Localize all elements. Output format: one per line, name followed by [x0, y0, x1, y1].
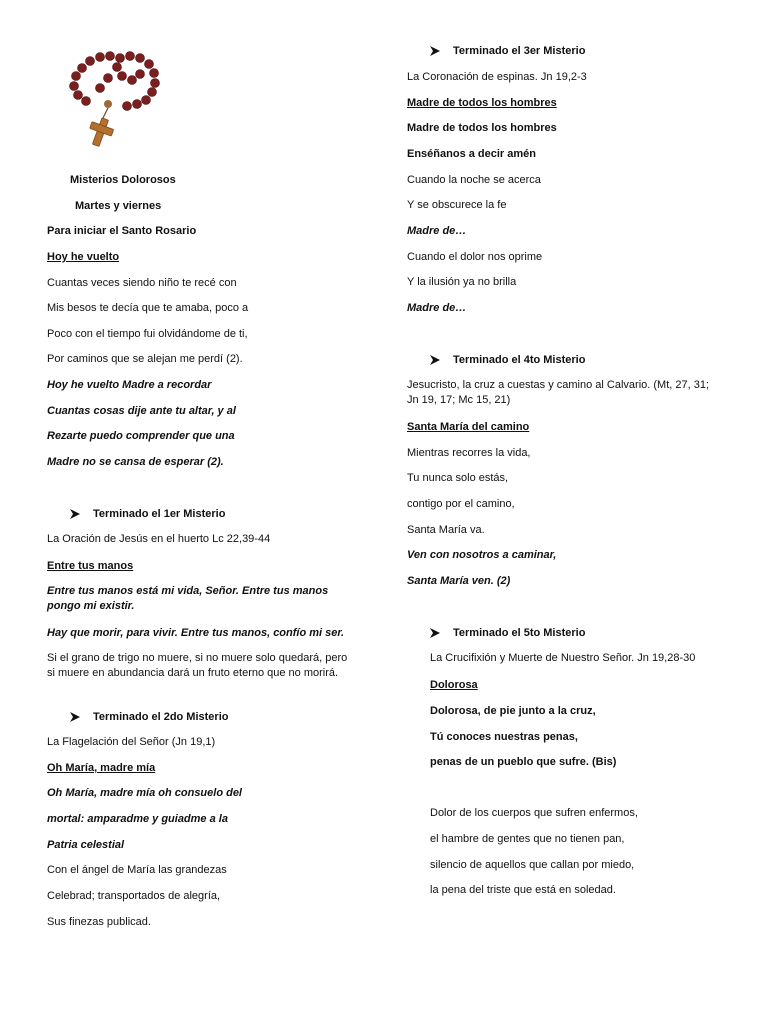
mystery2-verse: Oh María, madre mía oh consuelo del — [47, 787, 242, 799]
mystery5-verse: Dolorosa, de pie junto a la cruz, — [430, 705, 596, 717]
mystery2-title: Terminado el 2do Misterio — [93, 711, 229, 723]
mystery1-reading: La Oración de Jesús en el huerto Lc 22,39-44 — [47, 533, 271, 545]
mystery5-reading: La Crucifixión y Muerte de Nuestro Señor. Jn 19,28-30 — [430, 652, 696, 664]
mystery2-verse: Patria celestial — [47, 839, 125, 851]
mystery2-line: Sus finezas publicad. — [47, 916, 151, 928]
song1-line: Mis besos te decía que te amaba, poco a — [47, 302, 249, 314]
mystery3-verse: Enséñanos a decir amén — [407, 148, 536, 160]
mystery4-line: contigo por el camino, — [407, 498, 515, 510]
song1-line: Por caminos que se alejan me perdí (2). — [47, 353, 243, 365]
rosary-icon — [62, 44, 166, 148]
song1-chorus: Rezarte puedo comprender que una — [47, 430, 235, 442]
song1-chorus: Cuantas cosas dije ante tu altar, y al — [47, 405, 236, 417]
mystery5-title: Terminado el 5to Misterio — [453, 627, 586, 639]
mystery2-reading: La Flagelación del Señor (Jn 19,1) — [47, 736, 216, 748]
mystery4-chorus: Ven con nosotros a caminar, — [407, 549, 557, 561]
mystery1-verse: Hay que morir, para vivir. Entre tus manos, confío mi ser. — [47, 627, 345, 639]
mystery2-verse: mortal: amparadme y guiadme a la — [47, 813, 228, 825]
mystery4-line: Santa María va. — [407, 524, 485, 536]
mystery5-song-heading: Dolorosa — [430, 679, 478, 691]
mystery5-line: la pena del triste que está en soledad. — [430, 884, 616, 896]
mystery2-song-heading: Oh María, madre mía — [47, 762, 156, 774]
song1-chorus: Madre no se cansa de esperar (2). — [47, 456, 224, 468]
arrow-bullet-icon — [430, 46, 440, 56]
mystery3-line: Cuando el dolor nos oprime — [407, 251, 543, 263]
mystery1-song-heading: Entre tus manos — [47, 560, 134, 572]
arrow-bullet-icon — [70, 509, 80, 519]
title: Misterios Dolorosos — [70, 174, 176, 186]
mystery5-line: silencio de aquellos que callan por miedo, — [430, 859, 635, 871]
arrow-bullet-icon — [430, 355, 440, 365]
arrow-bullet-icon — [430, 628, 440, 638]
subtitle-days: Martes y viernes — [75, 200, 162, 212]
mystery2-line: Con el ángel de María las grandezas — [47, 864, 227, 876]
song1-chorus: Hoy he vuelto Madre a recordar — [47, 379, 212, 391]
mystery1-title: Terminado el 1er Misterio — [93, 508, 226, 520]
mystery4-title: Terminado el 4to Misterio — [453, 354, 586, 366]
mystery4-reading: Jesucristo, la cruz a cuestas y camino al Calvario. (Mt, 27, 31; Jn 19, 17; Mc 15, 21) — [407, 379, 710, 406]
mystery1-verse: Si el grano de trigo no muere, si no muere solo quedará, pero si muere en abundancia dará un fruto eterno que no morirá. — [47, 652, 348, 679]
mystery3-line: Y la ilusión ya no brilla — [407, 276, 517, 288]
mystery3-line: Cuando la noche se acerca — [407, 174, 541, 186]
mystery4-chorus: Santa María ven. (2) — [407, 575, 511, 587]
mystery5-line: el hambre de gentes que no tienen pan, — [430, 833, 625, 845]
mystery4-song-heading: Santa María del camino — [407, 421, 530, 433]
song1-line: Cuantas veces siendo niño te recé con — [47, 277, 237, 289]
mystery3-title: Terminado el 3er Misterio — [453, 45, 586, 57]
mystery4-line: Mientras recorres la vida, — [407, 447, 531, 459]
song1-heading: Hoy he vuelto — [47, 251, 120, 263]
arrow-bullet-icon — [70, 712, 80, 722]
mystery3-song-heading: Madre de todos los hombres — [407, 97, 557, 109]
mystery5-line: Dolor de los cuerpos que sufren enfermos, — [430, 807, 638, 819]
mystery1-verse: Entre tus manos está mi vida, Señor. Entre tus manos pongo mi existir. — [47, 585, 329, 612]
mystery3-reading: La Coronación de espinas. Jn 19,2-3 — [407, 71, 587, 83]
mystery3-line: Y se obscurece la fe — [407, 199, 507, 211]
mystery4-line: Tu nunca solo estás, — [407, 472, 509, 484]
mystery5-verse: Tú conoces nuestras penas, — [430, 731, 578, 743]
mystery3-verse: Madre de todos los hombres — [407, 122, 557, 134]
mystery5-verse: penas de un pueblo que sufre. (Bis) — [430, 756, 617, 768]
mystery2-line: Celebrad; transportados de alegría, — [47, 890, 221, 902]
mystery3-refrain: Madre de… — [407, 302, 467, 314]
intro: Para iniciar el Santo Rosario — [47, 225, 197, 237]
song1-line: Poco con el tiempo fui olvidándome de ti, — [47, 328, 248, 340]
mystery3-refrain: Madre de… — [407, 225, 467, 237]
